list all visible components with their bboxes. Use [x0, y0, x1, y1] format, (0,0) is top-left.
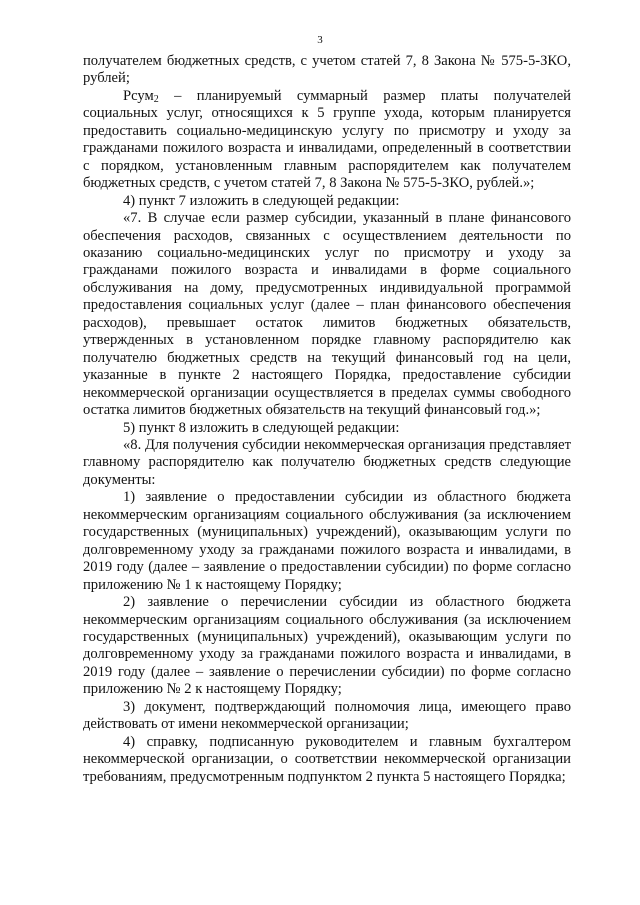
paragraph-clause-7: «7. В случае если размер субсидии, указанный в плане финансового обеспечения расходов, связанных с осуществлением деятельности по оказанию социально-медицинских услуг по присмотру и уходу за гражданами пожилого возраста и инвалидами в форме социального обслуживания на дому, предусмотренных индивидуальной программой предоставления социальных услуг (далее – план финансового обеспечения расходов), превышает остаток лимитов бюджетных обязательств, утвержденных в установленном порядке главному распорядителю как получателю бюджетных средств на текущий финансовый год на цели, указанные в пункте 2 настоящего Порядка, предоставление субсидии некоммерческой организации осуществляется в пределах суммы свободного остатка лимитов бюджетных обязательств на текущий финансовый год.»; [83, 210, 571, 419]
psum-symbol: Pсум [123, 87, 154, 104]
psum-subscript: 2 [153, 93, 159, 105]
psum-definition-text: – планируемый суммарный размер платы получателей социальных услуг, относящихся к 5 группе ухода, которым планируется предоставить социально-медицинскую услугу по присмотру и уходу за гражданами пожилого возраста и инвалидами, определенный в соответствии с порядком, установленным главным распорядителем как получателем бюджетных средств, с учетом статей 7, 8 Закона № 575-5-ЗКО, рублей.»; [83, 87, 571, 192]
paragraph-item-4-heading: 4) пункт 7 изложить в следующей редакции: [123, 192, 400, 209]
paragraph-document-2: 2) заявление о перечислении субсидии из областного бюджета некоммерческим организациям социального обслуживания (за исключением государственных (муниципальных) учреждений), оказывающим услуги по долговременному уходу за гражданами пожилого возраста и инвалидами, в 2019 году (далее – заявление о перечислении субсидии) по форме согласно приложению № 2 к настоящему Порядку; [83, 594, 571, 698]
paragraph-continuation: получателем бюджетных средств, с учетом статей 7, 8 Закона № 575-5-ЗКО, рублей; [83, 53, 571, 87]
paragraph-clause-8: «8. Для получения субсидии некоммерческая организация представляет главному распорядителю как получателю бюджетных средств следующие документы: [83, 436, 571, 488]
paragraph-document-3: 3) документ, подтверждающий полномочия лица, имеющего право действовать от имени некоммерческой организации; [83, 698, 571, 733]
paragraph-document-1: 1) заявление о предоставлении субсидии из областного бюджета некоммерческим организациям социального обслуживания (за исключением государственных (муниципальных) учреждений), оказывающим услуги по долговременному уходу за гражданами пожилого возраста и инвалидами, в 2019 году (далее – заявление о предоставлении субсидии) по форме согласно приложению № 1 к настоящему Порядку; [83, 489, 571, 593]
paragraph-document-4: 4) справку, подписанную руководителем и главным бухгалтером некоммерческой организации, о соответствии некоммерческой организации требованиям, предусмотренным подпунктом 2 пункта 5 настоящего Порядка; [83, 733, 571, 785]
paragraph-item-5-heading: 5) пункт 8 изложить в следующей редакции: [123, 419, 400, 436]
page-number: 3 [317, 34, 323, 46]
document-body [83, 53, 571, 786]
paragraph-psum-definition [83, 88, 571, 193]
